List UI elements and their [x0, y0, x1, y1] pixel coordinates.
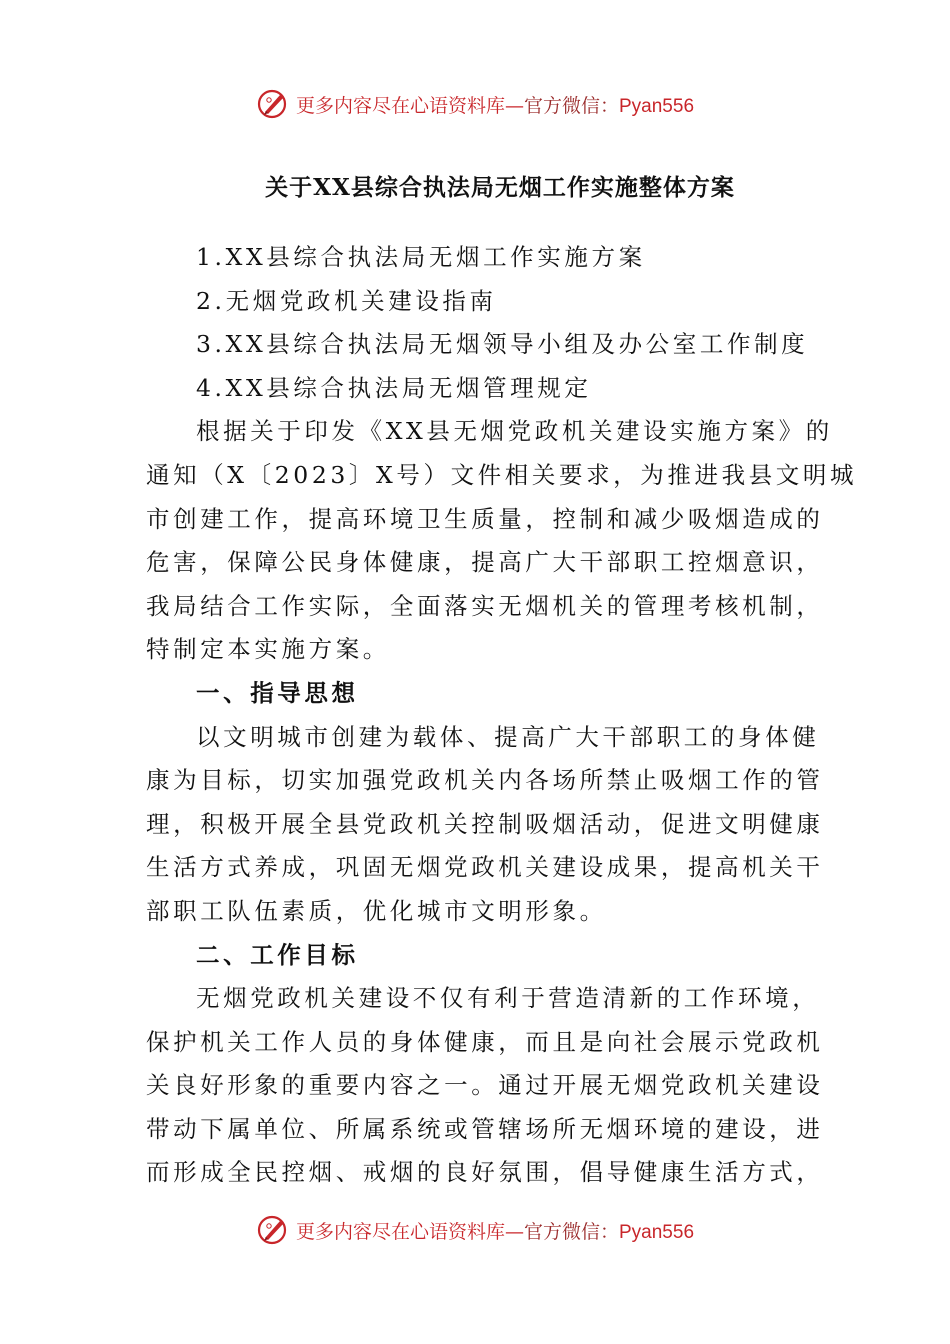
document-title: 关于XX县综合执法局无烟工作实施整体方案 [265, 174, 735, 201]
goals-paragraph-line: 无烟党政机关建设不仅有利于营造清新的工作环境， [196, 984, 820, 1013]
pen-logo-icon [256, 87, 290, 121]
intro-paragraph-line: 危害，保障公民身体健康，提高广大干部职工控烟意识， [146, 548, 824, 577]
intro-paragraph-line: 市创建工作，提高环境卫生质量，控制和减少吸烟造成的 [146, 504, 824, 533]
list-item-2: 2.无烟党政机关建设指南 [196, 286, 497, 315]
goals-paragraph-line: 保护机关工作人员的身体健康，而且是向社会展示党政机 [146, 1027, 824, 1056]
guiding-paragraph-line: 以文明城市创建为载体、提高广大干部职工的身体健 [196, 722, 820, 751]
goals-paragraph-line: 带动下属单位、所属系统或管辖场所无烟环境的建设，进 [146, 1114, 824, 1143]
list-item-1: 1.XX县综合执法局无烟工作实施方案 [196, 243, 646, 271]
section-heading-guiding-thought: 一、指导思想 [196, 678, 359, 707]
intro-paragraph-line: 根据关于印发《XX县无烟党政机关建设实施方案》的 [196, 417, 833, 446]
guiding-paragraph-line: 康为目标，切实加强党政机关内各场所禁止吸烟工作的管 [146, 766, 824, 795]
intro-paragraph-line: 我局结合工作实际，全面落实无烟机关的管理考核机制， [146, 591, 824, 620]
watermark-banner-bottom [0, 1210, 950, 1250]
watermark-banner-top [0, 84, 950, 124]
intro-paragraph-line: 特制定本实施方案。 [146, 635, 390, 664]
guiding-paragraph-line: 理，积极开展全县党政机关控制吸烟活动，促进文明健康 [146, 809, 824, 838]
list-item-4: 4.XX县综合执法局无烟管理规定 [196, 373, 592, 402]
watermark-text: 更多内容尽在心语资料库—官方微信：Pyan556 [295, 1220, 695, 1243]
guiding-paragraph-line: 部职工队伍素质，优化城市文明形象。 [146, 896, 607, 925]
document-body [146, 236, 858, 1195]
pen-logo-icon [256, 1213, 290, 1247]
guiding-paragraph-line: 生活方式养成，巩固无烟党政机关建设成果，提高机关干 [146, 853, 824, 882]
goals-paragraph-line: 关良好形象的重要内容之一。通过开展无烟党政机关建设 [146, 1071, 824, 1100]
goals-paragraph-line: 而形成全民控烟、戒烟的良好氛围，倡导健康生活方式， [146, 1158, 824, 1187]
list-item-3: 3.XX县综合执法局无烟领导小组及办公室工作制度 [196, 330, 809, 359]
section-heading-work-goals: 二、工作目标 [196, 940, 359, 969]
intro-paragraph-line: 通知（X〔2023〕X号）文件相关要求，为推进我县文明城 [146, 460, 858, 489]
watermark-text: 更多内容尽在心语资料库—官方微信：Pyan556 [295, 94, 695, 117]
